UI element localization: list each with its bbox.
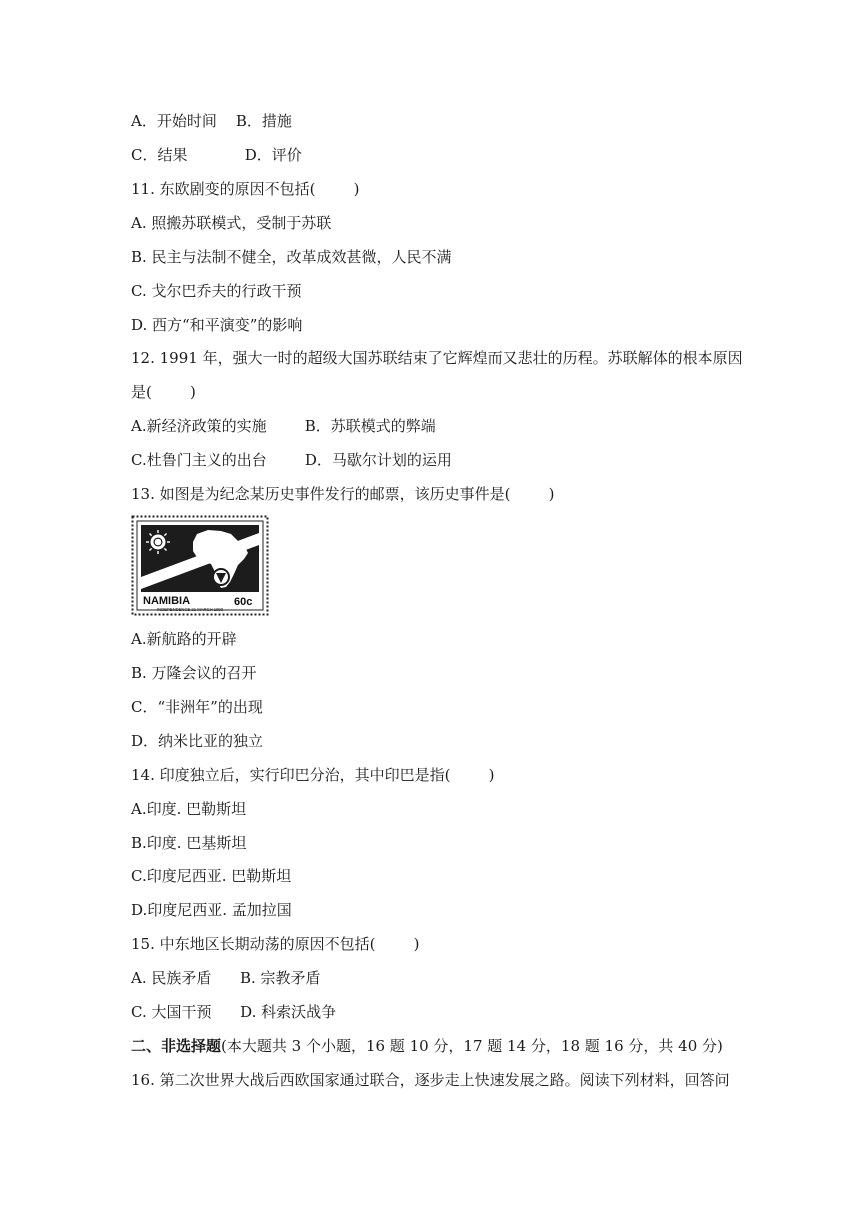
q14-option-b: B.印度. 巴基斯坦 <box>131 834 247 852</box>
section-title: 二、非选择题 <box>131 1037 222 1055</box>
q15-options-ab: A. 民族矛盾 B. 宗教矛盾 <box>131 969 321 987</box>
q11-option-b: B. 民主与法制不健全，改革成效甚微，人民不满 <box>131 248 452 266</box>
stamp-value: 60c <box>234 596 253 608</box>
q10-options-cd: C．结果 D．评价 <box>131 146 302 164</box>
q15-options-cd: C. 大国干预 D. 科索沃战争 <box>131 1003 337 1021</box>
q14-option-c: C.印度尼西亚. 巴勒斯坦 <box>131 867 292 885</box>
q13-option-a: A.新航路的开辟 <box>131 630 237 648</box>
namibia-marker-icon <box>213 569 229 585</box>
q11-option-c: C. 戈尔巴乔夫的行政干预 <box>131 282 302 300</box>
q13-stem: 13. 如图是为纪念某历史事件发行的邮票，该历史事件是( ) <box>131 485 555 503</box>
section-two-heading <box>131 1036 723 1056</box>
section-detail: (本大题共 3 个小题，16 题 10 分，17 题 14 分，18 题 16 分，共 40 分) <box>221 1037 723 1055</box>
q13-option-b: B. 万隆会议的召开 <box>131 664 257 682</box>
q11-option-d: D. 西方“和平演变”的影响 <box>131 316 303 334</box>
stamp-country: NAMIBIA <box>143 595 191 607</box>
q14-option-a: A.印度. 巴勒斯坦 <box>131 800 247 818</box>
q12-options-ab: A.新经济政策的实施 B．苏联模式的弊端 <box>131 417 436 435</box>
q10-options-ab: A．开始时间 B．措施 <box>131 112 292 130</box>
q16-stem: 16. 第二次世界大战后西欧国家通过联合，逐步走上快速发展之路。阅读下列材料，回答问 <box>131 1071 730 1089</box>
q12-options-cd: C.杜鲁门主义的出台 D．马歇尔计划的运用 <box>131 451 452 469</box>
q14-option-d: D.印度尼西亚. 孟加拉国 <box>131 901 292 919</box>
stamp-caption: INDEPENDENCE 21 MARCH 1990 <box>157 607 224 612</box>
q13-option-c: C．“非洲年”的出现 <box>131 698 263 716</box>
q15-stem: 15. 中东地区长期动荡的原因不包括( ) <box>131 935 420 953</box>
q11-option-a: A. 照搬苏联模式，受制于苏联 <box>131 214 332 232</box>
q12-stem: 12. 1991 年，强大一时的超级大国苏联结束了它辉煌而又悲壮的历程。苏联解体的根本原因 <box>131 349 743 367</box>
q13-option-d: D．纳米比亚的独立 <box>131 732 264 750</box>
q11-stem: 11. 东欧剧变的原因不包括( ) <box>131 180 360 198</box>
q14-stem: 14. 印度独立后，实行印巴分治，其中印巴是指( ) <box>131 766 495 784</box>
q12-stem-cont: 是( ) <box>131 383 196 401</box>
namibia-stamp-image <box>131 515 269 616</box>
